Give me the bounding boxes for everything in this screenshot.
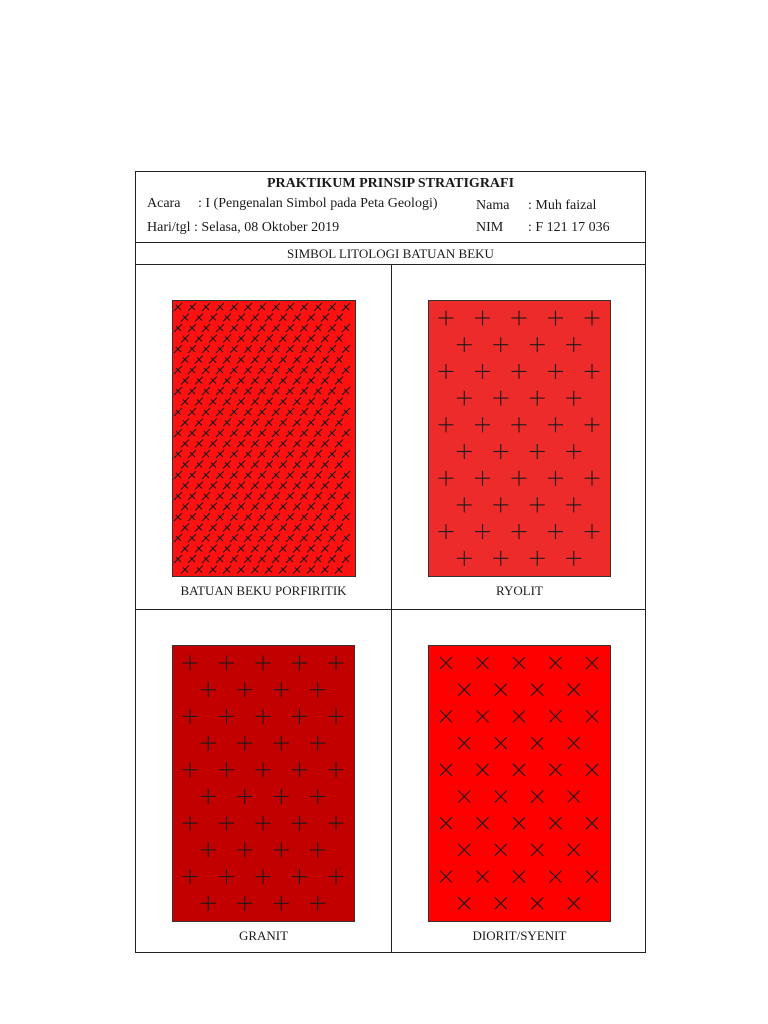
nim-label: NIM [476,220,504,235]
nama-value: : Muh faizal [528,198,597,213]
sheet-header [136,172,645,243]
symbol-caption: DIORIT/SYENIT [472,928,567,943]
haritgl-text: Hari/tgl : Selasa, 08 Oktober 2019 [147,220,340,235]
stratigraphy-sheet [135,171,646,953]
symbol-caption: GRANIT [238,928,289,943]
symbol-caption: RYOLIT [496,583,543,598]
symbol-caption: BATUAN BEKU PORFIRITIK [180,583,347,598]
row-divider [136,609,645,610]
porfiritik-symbol-swatch [172,300,356,577]
nim-value: : F 121 17 036 [528,220,610,235]
page-title: PRAKTIKUM PRINSIP STRATIGRAFI [266,176,515,191]
nama-label: Nama [476,198,510,213]
diorit-syenit-symbol-swatch [428,645,611,922]
acara-label: Acara [147,196,181,211]
acara-value: : I (Pengenalan Simbol pada Peta Geologi) [198,196,438,211]
ryolit-symbol-swatch [428,300,611,577]
granit-symbol-swatch [172,645,355,922]
section-title: SIMBOL LITOLOGI BATUAN BEKU [136,243,645,265]
